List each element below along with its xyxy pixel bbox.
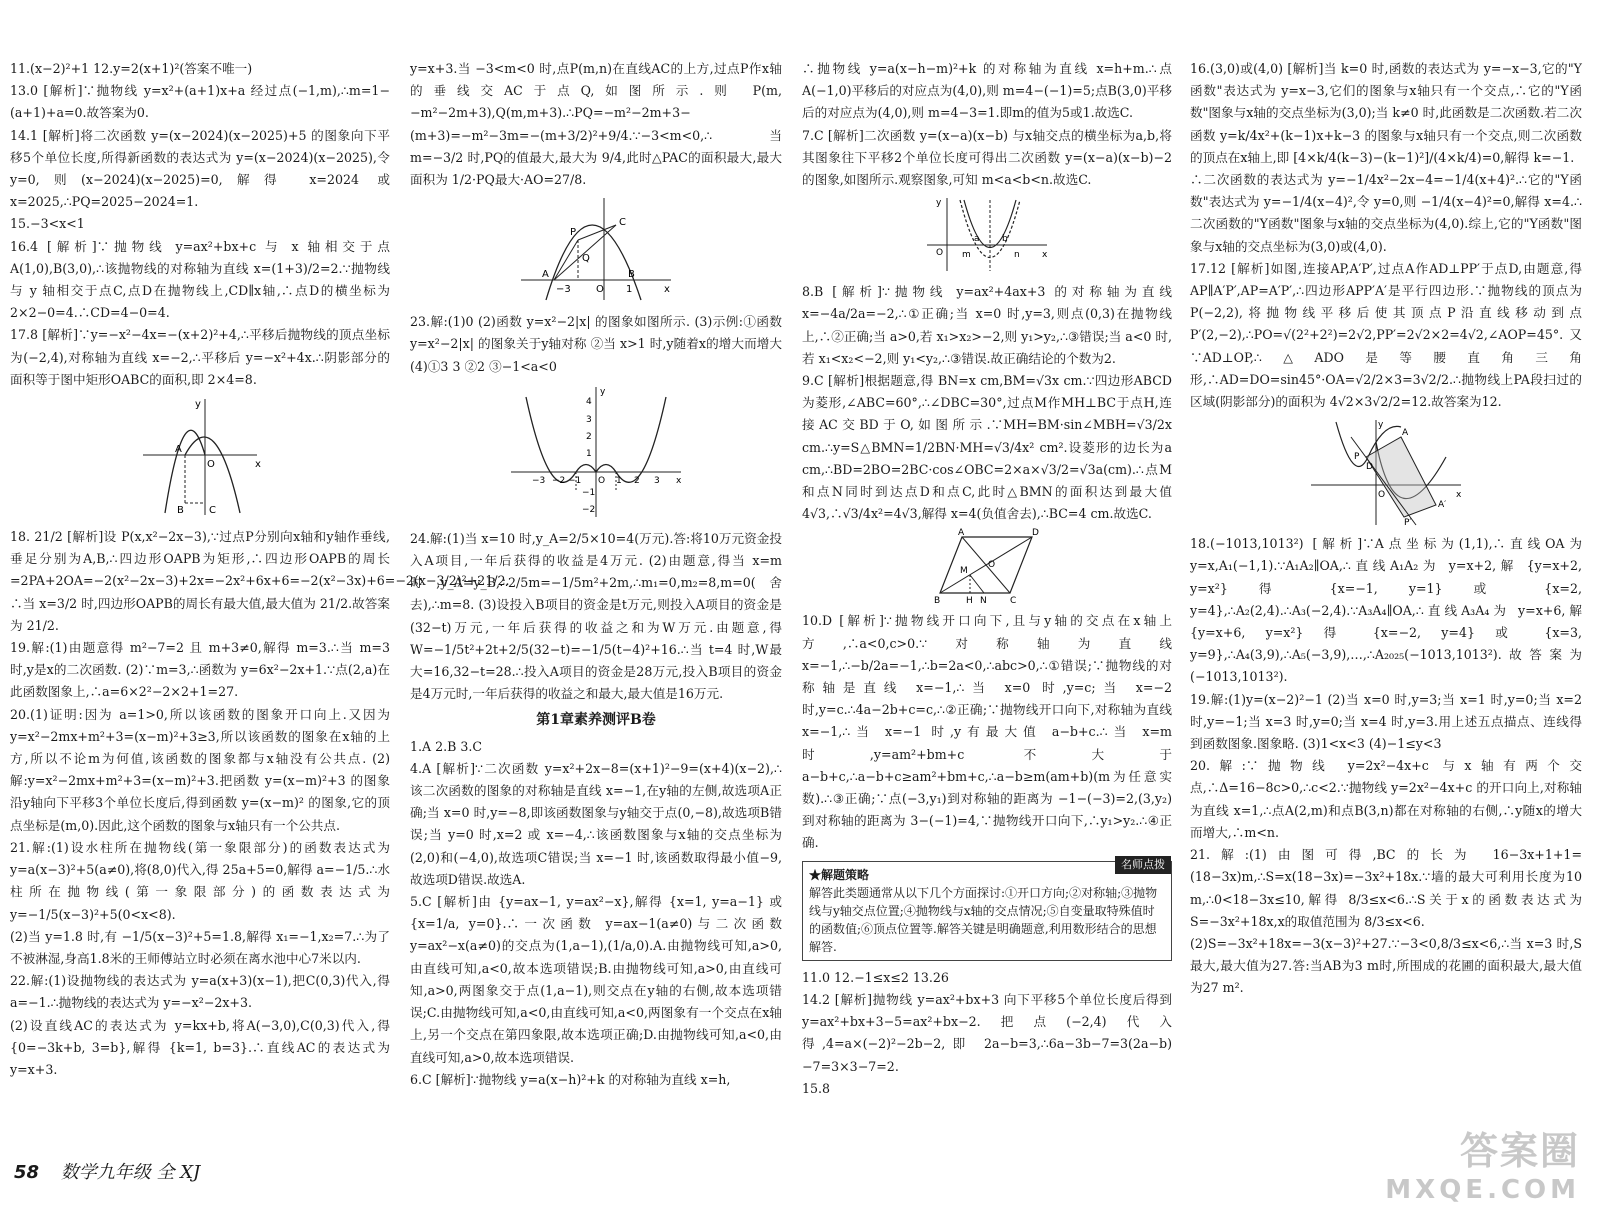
answer-paragraph: 17.12 [解析]如图,连接AP,A′P′,过点A作AD⊥PP′于点D,由题意,得 AP∥A′P′,AP=A′P′,∴四边形APP′A′是平行四边形.∵抛物线的顶点为P(−2,2),将抛物线平移后使其顶点P沿直线移动到点P′(2,−2),∴PO=√(2²+2²)=2√2,PP′=2√2×2=4√2,∠AOP=45°.又∵AD⊥OP,∴△ADO是等腰直角三角形,∴AD=DO=sin45°·OA=√2/2×3=3√2/2.∴抛物线上PA段扫过的区域(阴影部分)的面积为 4√2×3√2/2=12.故答案为12. [1190, 260, 1582, 410]
fig-label: C [1010, 596, 1017, 607]
tip-label: 名师点拨 [1115, 856, 1171, 874]
fig-label: B [934, 596, 941, 607]
fig-label: A [542, 269, 549, 281]
fig-label: x [676, 475, 682, 486]
fig-label: y [1378, 420, 1384, 431]
fig-label: x [1042, 250, 1048, 261]
fig-label: P [1354, 452, 1360, 463]
answer-paragraph: 20.解:∵抛物线 y=2x²−4x+c 与x轴有两个交点,∴Δ=16−8c>0,∴c<2.∵抛物线 y=2x²−4x+c 的开口向上,对称轴为直线 x=1,∴点A(2,m)和点B(3,n)都在对称轴的右侧,∴y随x的增大而增大,∴m<n. [1190, 758, 1582, 840]
answer-paragraph: 23.解:(1)0 (2)函数 y=x²−2|x| 的图象如图所示. (3)示例:①函数 y=x²−2|x| 的图象关于y轴对称 ②当 x>1 时,y随着x的增大而增大 (4)①3 3 ②2 ③−1<a<0 [410, 314, 782, 374]
fig-label: P′ [1404, 518, 1412, 529]
fig-label: x [255, 459, 261, 471]
watermark-logo [1385, 1120, 1580, 1205]
fig-label: −1 [568, 475, 582, 486]
fig-label: 2 [634, 475, 640, 486]
answer-column-2 [410, 58, 782, 1128]
figure-q22-parabola [516, 195, 676, 305]
fig-label: D [1032, 528, 1039, 539]
fig-label: −2 [582, 504, 596, 515]
answer-column-4 [1190, 58, 1582, 1128]
answer-column-3 [802, 58, 1172, 1128]
fig-label: 3 [654, 475, 660, 486]
answer-paragraph: 9.C [解析]根据题意,得 BN=x cm,BM=√3x cm.∵四边形ABCD为菱形,∠ABC=60°,∴∠DBC=30°,过点M作MH⊥BC于点H,连接AC交BD于O,如图所示.∵MH=BM·sin∠MBH=√3/2x cm.∴y=S△BMN=1/2BN·MH=√3/4x² cm².设菱形的边长为a cm,∴BD=2BO=2BC·cos∠OBC=2×a×√3/2=√3a(cm).∴点M和点N同时到达点D和点C,此时△BMN的面积达到最大值4√3,∴√3/4x²=4√3,解得 x=4(负值舍去),∴BC=4 cm.故选C. [802, 373, 1172, 522]
answer-paragraph: (2)S=−3x²+18x=−3(x−3)²+27.∵−3<0,8/3≤x<6,∴当 x=3 时,S最大,最大值为27.答:当AB为3 m时,所围成的花圃的面积最大,最大值为27 m². [1190, 935, 1582, 996]
fig-label: 1 [626, 284, 633, 296]
fig-label: O [596, 284, 604, 296]
fig-label: −1 [582, 487, 596, 498]
section-heading: 第1章素养测评B卷 [536, 712, 656, 729]
fig-label: O [207, 459, 215, 471]
answer-paragraph: 16.4 [解析]∵抛物线 y=ax²+bx+c 与 x 轴相交于点A(1,0),B(3,0),∴该抛物线的对称轴为直线 x=(1+3)/2=2.∵抛物线与 y 轴相交于点C,点D在抛物线上,CD∥x轴,∴点D的横坐标为2×2−0=4.∴CD=4−0=4. [10, 238, 390, 321]
fig-label: −2 [552, 475, 566, 486]
fig-label: A [1402, 428, 1409, 439]
fig-label: 1 [586, 448, 592, 459]
answer-paragraph: 4.A [解析]∵二次函数 y=x²+2x−8=(x+1)²−9=(x+4)(x−2),∴该二次函数的图象的对称轴是直线 x=−1,在y轴的左侧,故选项A正确;当 x=0 时,y=−8,即该函数图象与y轴交于点(0,−8),故选项B错误;当 y=0 时,x=2 或 x=−4,∴该函数图象与x轴的交点坐标为(2,0)和(−4,0),故选项C错误;当 x=−1 时,该函数取得最小值−9,故选项D错误.故选A. [410, 760, 782, 887]
figure-q17-translation [1306, 417, 1466, 527]
fig-label: A [175, 444, 182, 456]
fig-label: B [628, 269, 635, 281]
answer-paragraph: 19.解:(1)由题意得 m²−7=2 且 m+3≠0,解得 m=3.∴当 m=3 时,y是x的二次函数. (2)∵m=3,∴函数为 y=6x²−2x+1.∵点(2,a)在此函数图象上,∴a=6×2²−2×2+1=27. [10, 640, 390, 700]
fig-label: y [195, 399, 201, 411]
fig-label: x [1456, 490, 1462, 501]
fig-label: B [177, 505, 184, 517]
page-number: 58 [14, 1162, 40, 1183]
answer-paragraph: 20.(1)证明:因为 a=1>0,所以该函数的图象开口向上.又因为 y=x²−2mx+m²+3=(x−m)²+3≥3,所以该函数的图象在x轴的上方,所以不论m为何值,该函数的图象都与x轴没有公共点. (2)解:y=x²−2mx+m²+3=(x−m)²+3.把函数 y=(x−m)²+3 的图象沿y轴向下平移3个单位长度后,得到函数 y=(x−m)² 的图象,它的顶点坐标是(m,0).因此,这个函数的图象与x轴只有一个公共点. [10, 706, 390, 833]
answer-paragraph: 6.C [解析]∵抛物线 y=a(x−h)²+k 的对称轴为直线 x=h, [410, 1071, 731, 1087]
watermark-line2: MXQE.COM [1385, 1175, 1580, 1205]
watermark-line1: 答案圈 [1459, 1129, 1580, 1173]
fig-label: H [966, 596, 973, 607]
fig-label: P [570, 227, 577, 239]
figure-q9-rhombus [932, 528, 1042, 607]
fig-label: 1 [616, 475, 622, 486]
answer-paragraph: 15.8 [802, 1080, 831, 1096]
answer-paragraph: (2)当 y=1.8 时,有 −1/5(x−3)²+5=1.8,解得 x₁=−1,x₂=7.∴为了不被淋湿,身高1.8米的王师傅站立时必须在离水池中心7米以内. [10, 928, 390, 966]
answer-paragraph: 19.解:(1)y=(x−2)²−1 (2)当 x=0 时,y=3;当 x=1 时,y=0;当 x=2 时,y=−1;当 x=3 时,y=0;当 x=4 时,y=3.用上述五点描点、连线得到函数图象.图象略. (3)1<x<3 (4)−1≤y<3 [1190, 691, 1582, 752]
fig-label: C [619, 217, 626, 229]
answer-paragraph: ∴二次函数的表达式为 y=−1/4x²−2x−4=−1/4(x+4)².∴它的"Y函数"表达式为 y=−1/4(x−4)²,令 y=0,则 −1/4(x−4)²=0,解得 x=4.∴二次函数的"Y函数"图象与x轴的交点坐标为(4,0).综上,它的"Y函数"图象与x轴的交点坐标为(3,0)或(4,0). [1190, 172, 1582, 254]
page-footer [14, 1158, 200, 1184]
answer-paragraph: 11.0 12.−1≤x≤2 13.26 [802, 969, 949, 985]
fig-label: 4 [586, 396, 592, 407]
tip-box [802, 857, 1172, 961]
answer-paragraph: 15.−3<x<1 [10, 216, 85, 232]
fig-label: b [1002, 234, 1008, 245]
fig-label: y [600, 386, 606, 397]
fig-label: D [1366, 462, 1373, 473]
answer-paragraph: 5.C [解析]由 {y=ax−1, y=ax²−x},解得 {x=1, y=a−1} 或 {x=1/a, y=0}.∴一次函数 y=ax−1(a≠0)与二次函数 y=ax²−x(a≠0)的交点为(1,a−1),(1/a,0).A.由抛物线可知,a>0,由直线可知,a<0,故本选项错误;B.由抛物线可知,a>0,由直线可知,a>0,两图象交于点(1,a−1),则交点在y轴的右侧,故本选项错误;C.由抛物线可知,a<0,由直线可知,a<0,两图象有一个交点在x轴上,另一个交点在第四象限,故本选项正确;D.由抛物线可知,a<0,由直线可知,a>0,故本选项错误. [410, 894, 782, 1065]
fig-label: 2 [586, 431, 592, 442]
answer-paragraph: 22.解:(1)设抛物线的表达式为 y=a(x+3)(x−1),把C(0,3)代入,得 a=−1.∴抛物线的表达式为 y=−x²−2x+3. [10, 973, 390, 1011]
fig-label: 3 [586, 414, 592, 425]
answer-paragraph: 16.(3,0)或(4,0) [解析]当 k=0 时,函数的表达式为 y=−x−3,它的"Y函数"表达式为 y=x−3,它们的图象与x轴只有一个交点,∴它的"Y函数"图象与x轴的交点坐标为(3,0);当 k≠0 时,此函数是二次函数.若二次函数 y=k/4x²+(k−1)x+k−3 的图象与x轴只有一个交点,则二次函数的顶点在x轴上,即 [4×k/4(k−3)−(k−1)²]/(4×k/4)=0,解得 k=−1. [1190, 61, 1582, 165]
answer-paragraph: 21.解:(1)由图可得,BC的长为 16−3x+1+1=(18−3x)m,∴S=x(18−3x)=−3x²+18x.∵墙的最大可利用长度为10 m,∴0<18−3x≤10,解得 8/3≤x<6.∴S关于x的函数表达式为 S=−3x²+18x,x的取值范围为 8/3≤x<6. [1190, 847, 1582, 929]
figure-q17-parabola [135, 395, 265, 520]
figure-q23-graph [506, 382, 686, 522]
tip-title: ★解题策略 [809, 867, 870, 882]
answer-paragraph: y=x+3.当 −3<m<0 时,点P(m,n)在直线AC的上方,过点P作x轴的垂线交AC于点Q,如图所示.则 P(m,−m²−2m+3),Q(m,m+3).∴PQ=−m²−2m+3−(m+3)=−m²−3m=−(m+3/2)²+9/4.∵−3<m<0,∴当 m=−3/2 时,PQ的值最大,最大为 9/4,此时△PAC的面积最大,最大面积为 1/2·PQ最大·AO=27/8. [410, 61, 782, 188]
fig-label: Q [582, 253, 590, 265]
answer-paragraph: 17.8 [解析]∵y=−x²−4x=−(x+2)²+4,∴平移后抛物线的顶点坐标为(−2,4),对称轴为直线 x=−2,∴平移后 y=−x²+4x.∴阴影部分的面积等于图中矩形OABC的面积,即 2×4=8. [10, 327, 390, 387]
fig-label: A [958, 528, 965, 539]
fig-label: n [1014, 250, 1020, 261]
fig-label: O [988, 560, 996, 571]
fig-label: x [664, 284, 670, 296]
answer-paragraph: 14.2 [解析]抛物线 y=ax²+bx+3 向下平移5个单位长度后得到 y=ax²+bx+3−5=ax²+bx−2.把点(−2,4)代入得,4=a×(−2)²−2b−2,即 2a−b=3,∴6a−3b−7=3(2a−b)−7=3×3−7=2. [802, 991, 1172, 1074]
answer-paragraph: (2)设直线AC的表达式为 y=kx+b,将A(−3,0),C(0,3)代入,得 {0=−3k+b, 3=b},解得 {k=1, b=3}.∴直线AC的表达式为 y=x+3. [10, 1017, 390, 1077]
answer-paragraph: 14.1 [解析]将二次函数 y=(x−2024)(x−2025)+5 的图象向下平移5个单位长度,所得新函数的表达式为 y=(x−2024)(x−2025),令 y=0,则(x−2024)(x−2025)=0,解得 x=2024 或 x=2025,∴PQ=2025−2024=1. [10, 127, 390, 210]
answer-paragraph: 1.A 2.B 3.C [410, 738, 483, 754]
fig-label: −3 [556, 284, 571, 296]
fig-label: A′ [1438, 500, 1447, 511]
answer-paragraph: 10.D [解析]∵抛物线开口向下,且与y轴的交点在x轴上方,∴a<0,c>0.∵对称轴为直线 x=−1,∴−b/2a=−1,∴b=2a<0,∴abc>0,∴①错误;∵抛物线的对称轴是直线 x=−1,∴当 x=0 时,y=c;当 x=−2 时,y=c.∴4a−2b+c=c,∴②正确;∵抛物线开口向下,对称轴为直线 x=−1,∴当 x=−1 时,y有最大值 a−b+c.∴当 x=m 时,y=am²+bm+c 不大于 a−b+c,∴a−b+c≥am²+bm+c,∴a−b≥m(am+b)(m为任意实数).∴③正确;∵点(−3,y₁)到对称轴的距离为 −1−(−3)=2,(3,y₂)到对称轴的距离为 3−(−1)=4,∵抛物线开口向下,∴y₁>y₂.∴④正确. [802, 613, 1172, 851]
fig-label: O [936, 248, 944, 259]
answer-paragraph: 8.B [解析]∵抛物线 y=ax²+4ax+3 的对称轴为直线 x=−4a/2a=−2,∴①正确;当 x=0 时,y=3,则点(0,3)在抛物线上,∴②正确;当 a>0,若 x₁>x₂>−2,则 y₁>y₂,∴③错误;当 a<0 时,若 x₁<x₂<−2,则 y₁<y₂,∴③错误.故正确结论的个数为2. [802, 284, 1172, 366]
answer-paragraph: 7.C [解析]二次函数 y=(x−a)(x−b) 与x轴交点的横坐标为a,b,将其图象往下平移2个单位长度可得出二次函数 y=(x−a)(x−b)−2 的图象,如图所示.观察图象,可知 m<a<b<n.故选C. [802, 127, 1172, 188]
answer-paragraph: 18.(−1013,1013²) [解析]∵A点坐标为(1,1),∴直线OA为 y=x,A₁(−1,1).∵A₁A₂∥OA,∴直线A₁A₂为 y=x+2,解 {y=x+2, y=x²} 得 {x=−1, y=1} 或 {x=2, y=4},∴A₂(2,4).∴A₃(−2,4).∵A₃A₄∥OA,∴直线A₃A₄为 y=x+6,解 {y=x+6, y=x²} 得 {x=−2, y=4} 或 {x=3, y=9},∴A₄(3,9),∴A₅(−3,9),…,∴A₂₀₂₅(−1013,1013²).故答案为(−1013,1013²). [1190, 536, 1582, 685]
answer-paragraph: 11.(x−2)²+1 12.y=2(x+1)²(答案不唯一) [10, 61, 253, 76]
fig-label: −3 [532, 475, 546, 486]
fig-label: N [980, 596, 987, 607]
fig-label: a [974, 234, 980, 245]
figure-q7-parabolas [922, 195, 1052, 275]
fig-label: M [960, 566, 968, 577]
answer-paragraph: 13.0 [解析]∵抛物线 y=x²+(a+1)x+a 经过点(−1,m),∴m=1−(a+1)+a=0.故答案为0. [10, 83, 390, 121]
book-subject: 数学九年级 全 XJ [60, 1162, 201, 1183]
fig-label: C [209, 505, 216, 517]
answer-paragraph: ∴抛物线 y=a(x−h−m)²+k 的对称轴为直线 x=h+m.∴点A(−1,0)平移后的对应点为(4,0),则 m=4−(−1)=5;点B(3,0)平移后的对应点为(4,0),则 m=4−3=1.即m的值为5或1.故选C. [802, 61, 1172, 121]
fig-label: m [962, 250, 971, 261]
fig-label: y [936, 198, 942, 209]
fig-label: O [1378, 490, 1386, 501]
answer-paragraph: 21.解:(1)设水柱所在抛物线(第一象限部分)的函数表达式为 y=a(x−3)²+5(a≠0),将(8,0)代入,得 25a+5=0,解得 a=−1/5.∴水柱所在抛物线(第一象限部分)的函数表达式为 y=−1/5(x−3)²+5(0<x<8). [10, 839, 390, 922]
answer-paragraph: 24.解:(1)当 x=10 时,y_A=2/5×10=4(万元).答:将10万元资金投入A项目,一年后获得的收益是4万元. (2)由题意,得当 x=m 时,y_A=y_B,∴2/5m=−1/5m²+2m,∴m₁=0,m₂=8,m=0(舍去),∴m=8. (3)设投入B项目的资金是t万元,则投入A项目的资金是(32−t)万元,一年后获得的收益之和为W万元.由题意,得 W=−1/5t²+2t+2/5(32−t)=−1/5(t−4)²+16.∴当 t=4 时,W最大=16,32−t=28.∴投入A项目的资金是28万元,投入B项目的资金是4万元时,一年后获得的收益之和最大,最大值是16万元. [410, 530, 782, 702]
answer-paragraph: ∴当 x=3/2 时,四边形OAPB的周长有最大值,最大值为 21/2.故答案为 21/2. [10, 595, 390, 633]
tip-text: 解答此类题通常从以下几个方面探讨:①开口方向;②对称轴;③抛物线与y轴交点位置;④抛物线与x轴的交点情况;⑤自变量取特殊值时的函数值;⑥顶点位置等.解答关键是明确题意,利用数形结合的思想解答. [809, 885, 1158, 954]
fig-label: O [598, 475, 606, 486]
answer-paragraph: 18. 21/2 [解析]设 P(x,x²−2x−3),∵过点P分别向x轴和y轴作垂线,垂足分别为A,B,∴四边形OAPB为矩形,∴四边形OAPB的周长=2PA+2OA=−2(x²−2x−3)+2x=−2x²+6x+6=−2(x²−3x)+6=−2(x−3/2)²+21/2. [10, 529, 510, 589]
